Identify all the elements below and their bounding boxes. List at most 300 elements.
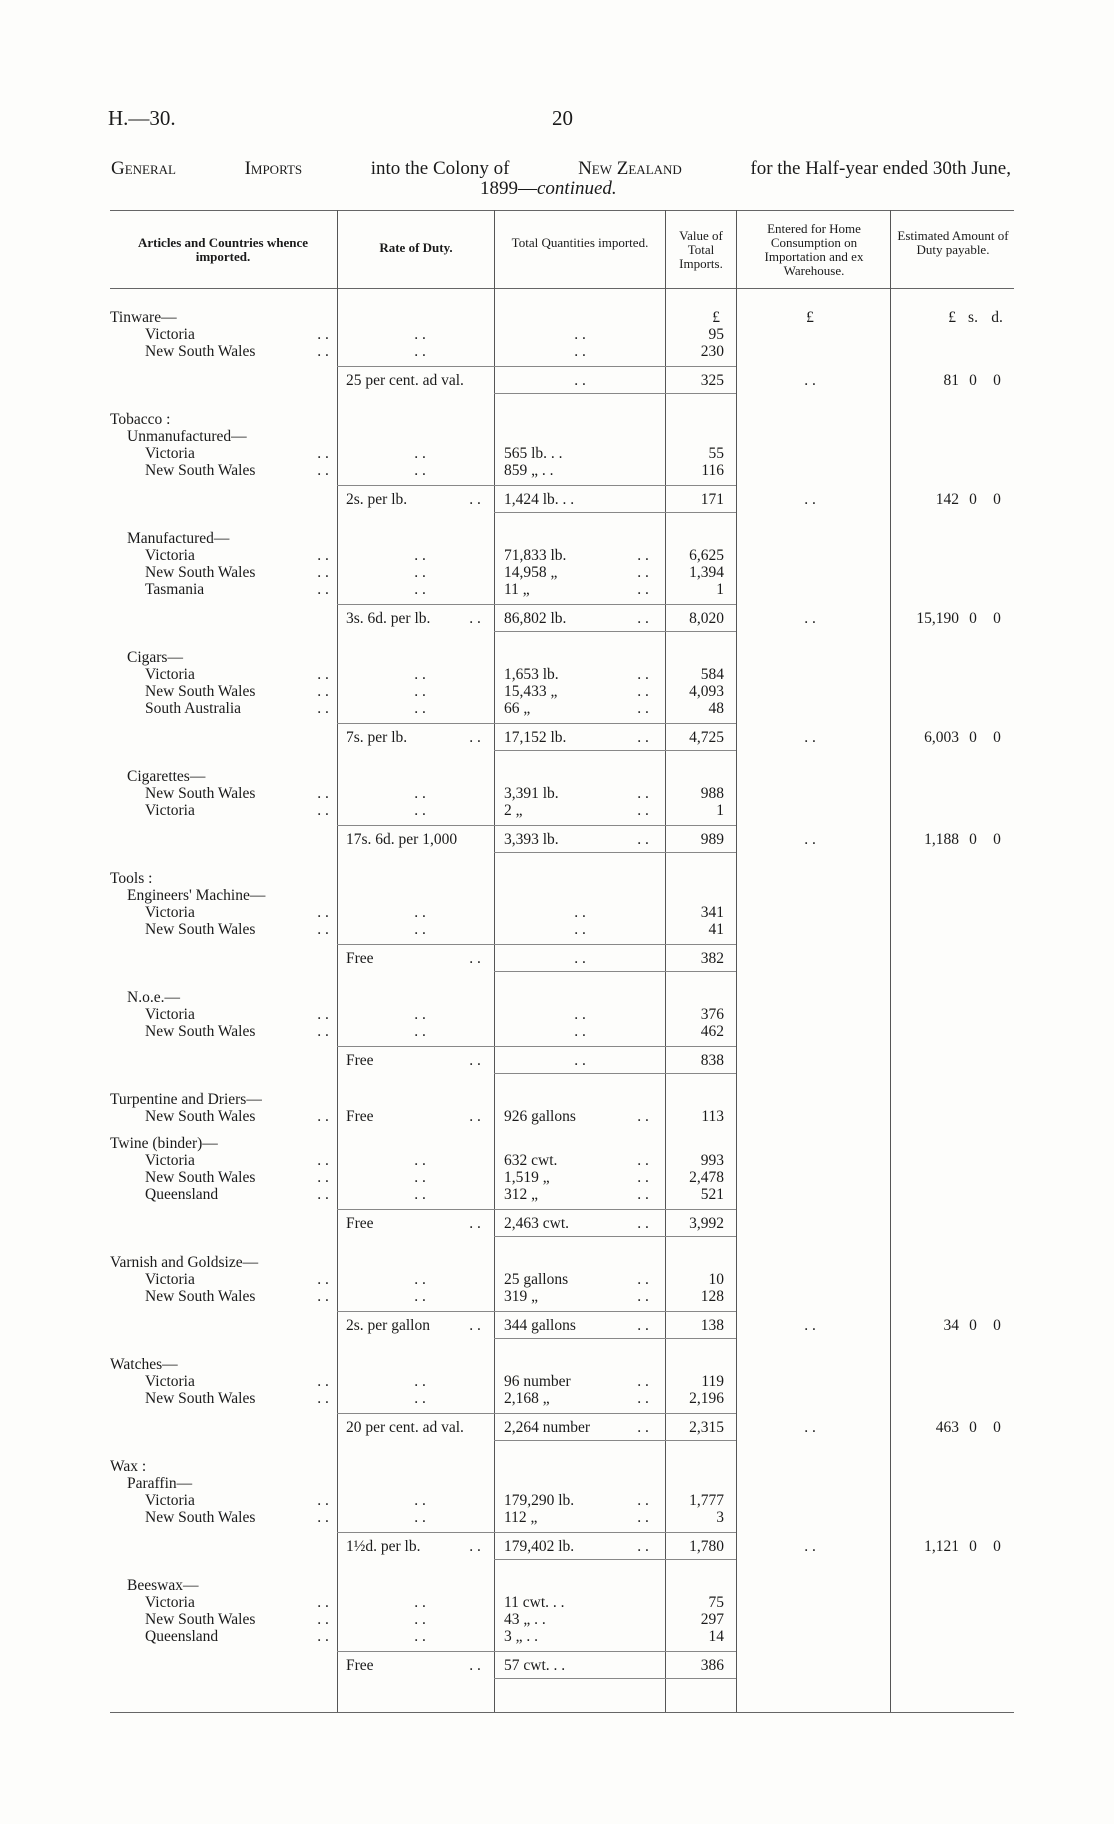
value-cell: 119 <box>701 1373 724 1390</box>
subtotal-rule <box>337 825 736 826</box>
subtotal-rule <box>337 1651 736 1652</box>
rate-leader: . . <box>469 1317 481 1334</box>
duty-pence: 0 <box>993 1317 1001 1334</box>
subtotal-bottom-rule <box>494 1073 736 1074</box>
subtotal-bottom-rule <box>494 393 736 394</box>
quantity-blank: . . <box>574 950 586 967</box>
quantity-blank: . . <box>574 372 586 389</box>
entered-cell: . . <box>804 491 816 508</box>
duty-rate: Free <box>346 1108 374 1125</box>
duty-rate-blank: . . <box>414 462 426 479</box>
duty-rate-blank: . . <box>414 683 426 700</box>
group-label: Tools : <box>110 870 153 887</box>
duty-pounds: 15,190 <box>916 610 959 627</box>
subtotal-rule <box>337 1311 736 1312</box>
value-cell: 4,093 <box>689 683 724 700</box>
value-cell: 1,777 <box>689 1492 724 1509</box>
title-line-2 <box>480 178 617 200</box>
subgroup-label: Engineers' Machine— <box>127 887 266 904</box>
country-label: Victoria <box>145 1271 195 1288</box>
title-year: 1899— <box>480 178 537 199</box>
quantity: 11 „ <box>504 581 530 598</box>
rate-leader: . . <box>469 950 481 967</box>
duty-rate: 17s. 6d. per 1,000 <box>346 831 458 848</box>
quantity-total: 179,402 lb. <box>504 1538 575 1555</box>
quantity-blank: . . <box>574 1023 586 1040</box>
duty-rate: 1½d. per lb. <box>346 1538 421 1555</box>
label-leader: . . <box>317 581 329 598</box>
duty-rate-blank: . . <box>414 666 426 683</box>
title-line-1 <box>111 158 1011 180</box>
duty-pence: 0 <box>993 1419 1001 1436</box>
label-leader: . . <box>317 700 329 717</box>
subgroup-label: Unmanufactured— <box>127 428 247 445</box>
qty-leader: . . <box>637 683 649 700</box>
country-label: New South Wales <box>145 1288 256 1305</box>
duty-shillings: 0 <box>969 372 977 389</box>
duty-rate: Free <box>346 950 374 967</box>
country-label: Victoria <box>145 802 195 819</box>
subtotal-rule <box>337 485 736 486</box>
label-leader: . . <box>317 1271 329 1288</box>
quantity-blank: . . <box>574 1006 586 1023</box>
qty-leader: . . <box>637 1108 649 1125</box>
label-leader: . . <box>317 462 329 479</box>
value-cell: 10 <box>708 1271 724 1288</box>
qty-leader: . . <box>637 802 649 819</box>
country-label: New South Wales <box>145 1390 256 1407</box>
subtotal-bottom-rule <box>494 852 736 853</box>
duty-rate-blank: . . <box>414 1594 426 1611</box>
label-leader: . . <box>317 1594 329 1611</box>
duty-rate-blank: . . <box>414 343 426 360</box>
currency-shillings: s. <box>968 309 978 326</box>
country-label: New South Wales <box>145 1108 256 1125</box>
quantity-total: 2,463 cwt. <box>504 1215 570 1232</box>
quantity: 112 „ <box>504 1509 538 1526</box>
rate-leader: . . <box>469 729 481 746</box>
subgroup-label: Beeswax— <box>127 1577 199 1594</box>
header-rate: Rate of Duty. <box>379 240 453 255</box>
subtotal-bottom-rule <box>494 1236 736 1237</box>
quantity-total: 57 cwt. . . <box>504 1657 566 1674</box>
value-cell: 6,625 <box>689 547 724 564</box>
subtotal-bottom-rule <box>494 750 736 751</box>
qty-leader: . . <box>637 700 649 717</box>
country-label: Victoria <box>145 1006 195 1023</box>
value-cell: 116 <box>701 462 724 479</box>
rate-leader: . . <box>469 1108 481 1125</box>
country-label: New South Wales <box>145 1169 256 1186</box>
title-imports: Imports <box>244 158 303 179</box>
currency-pound-value: £ <box>712 309 720 326</box>
subgroup-label: Paraffin— <box>127 1475 193 1492</box>
duty-rate-blank: . . <box>414 1023 426 1040</box>
label-leader: . . <box>317 564 329 581</box>
duty-pounds: 6,003 <box>924 729 959 746</box>
duty-rate-blank: . . <box>414 921 426 938</box>
quantity-total: 2,264 number <box>504 1419 591 1436</box>
value-total: 325 <box>700 372 724 389</box>
label-leader: . . <box>317 547 329 564</box>
label-leader: . . <box>317 1509 329 1526</box>
qty-leader: . . <box>637 1271 649 1288</box>
subgroup-label: Cigars— <box>127 649 183 666</box>
title-rest: for the Half-year ended 30th June, <box>750 158 1011 179</box>
label-leader: . . <box>317 1288 329 1305</box>
value-cell: 3 <box>716 1509 724 1526</box>
duty-pounds: 142 <box>935 491 959 508</box>
quantity-blank: . . <box>574 326 586 343</box>
group-label: Wax : <box>110 1458 147 1475</box>
col-rule-2 <box>494 210 495 1712</box>
value-cell: 341 <box>700 904 724 921</box>
label-leader: . . <box>317 1373 329 1390</box>
table-bottom-rule <box>110 1712 1014 1713</box>
label-leader: . . <box>317 802 329 819</box>
value-total: 4,725 <box>689 729 724 746</box>
col-rule-4 <box>736 210 737 1712</box>
quantity: 565 lb. . . <box>504 445 563 462</box>
value-cell: 988 <box>700 785 724 802</box>
value-cell: 95 <box>708 326 724 343</box>
label-leader: . . <box>317 1152 329 1169</box>
qty-leader: . . <box>637 1169 649 1186</box>
quantity: 25 gallons <box>504 1271 569 1288</box>
duty-pence: 0 <box>993 729 1001 746</box>
subgroup-label: N.o.e.— <box>127 989 180 1006</box>
qty-leader: . . <box>637 581 649 598</box>
subgroup-label: Cigarettes— <box>127 768 206 785</box>
quantity-blank: . . <box>574 921 586 938</box>
entered-cell: . . <box>804 1538 816 1555</box>
qty-leader: . . <box>637 1288 649 1305</box>
subtotal-bottom-rule <box>494 1440 736 1441</box>
quantity: 2 „ <box>504 802 523 819</box>
quantity-total: 17,152 lb. <box>504 729 567 746</box>
duty-rate-blank: . . <box>414 1186 426 1203</box>
duty-rate-blank: . . <box>414 1611 426 1628</box>
header-duty: Estimated Amount of Duty payable. <box>897 228 1009 257</box>
quantity-blank: . . <box>574 904 586 921</box>
duty-rate: 20 per cent. ad val. <box>346 1419 464 1436</box>
title-mid: into the Colony of <box>370 158 510 179</box>
value-cell: 1,394 <box>689 564 724 581</box>
country-label: Victoria <box>145 326 195 343</box>
page-ref: H.—30. <box>108 106 176 130</box>
country-label: Victoria <box>145 1594 195 1611</box>
duty-rate-blank: . . <box>414 1390 426 1407</box>
value-cell: 521 <box>700 1186 724 1203</box>
qty-leader: . . <box>637 1492 649 1509</box>
group-label: Tobacco : <box>110 411 171 428</box>
value-cell: 2,478 <box>689 1169 724 1186</box>
duty-rate: 25 per cent. ad val. <box>346 372 464 389</box>
qty-leader: . . <box>637 610 649 627</box>
subtotal-bottom-rule <box>494 631 736 632</box>
duty-pence: 0 <box>993 491 1001 508</box>
group-label: Varnish and Goldsize— <box>110 1254 259 1271</box>
duty-rate-blank: . . <box>414 785 426 802</box>
qty-leader: . . <box>637 729 649 746</box>
value-total: 3,992 <box>689 1215 724 1232</box>
currency-pound-entered: £ <box>806 309 814 326</box>
value-cell: 2,196 <box>689 1390 724 1407</box>
group-label: Tinware— <box>110 309 177 326</box>
value-cell: 462 <box>700 1023 724 1040</box>
label-leader: . . <box>317 1628 329 1645</box>
value-cell: 1 <box>716 802 724 819</box>
header-articles: Articles and Countries whence imported. <box>137 235 309 264</box>
title-general: General <box>111 158 176 179</box>
rate-leader: . . <box>469 1657 481 1674</box>
label-leader: . . <box>317 326 329 343</box>
entered-cell: . . <box>804 372 816 389</box>
duty-rate-blank: . . <box>414 700 426 717</box>
currency-pence: d. <box>991 309 1003 326</box>
value-total: 138 <box>700 1317 724 1334</box>
qty-leader: . . <box>637 564 649 581</box>
rate-leader: . . <box>469 1215 481 1232</box>
duty-rate-blank: . . <box>414 1288 426 1305</box>
label-leader: . . <box>317 1186 329 1203</box>
duty-rate-blank: . . <box>414 1006 426 1023</box>
duty-shillings: 0 <box>969 610 977 627</box>
header-bottom-rule <box>110 288 1014 289</box>
quantity: 1,653 lb. <box>504 666 559 683</box>
label-leader: . . <box>317 1611 329 1628</box>
currency-pound-duty: £ <box>948 309 956 326</box>
value-total: 2,315 <box>689 1419 724 1436</box>
rate-leader: . . <box>469 491 481 508</box>
quantity: 859 „ . . <box>504 462 554 479</box>
duty-pounds: 81 <box>943 372 959 389</box>
quantity-blank: . . <box>574 1052 586 1069</box>
duty-rate-blank: . . <box>414 1152 426 1169</box>
country-label: New South Wales <box>145 1611 256 1628</box>
duty-rate-blank: . . <box>414 445 426 462</box>
duty-pence: 0 <box>993 610 1001 627</box>
quantity: 66 „ <box>504 700 531 717</box>
value-cell: 128 <box>700 1288 724 1305</box>
label-leader: . . <box>317 1492 329 1509</box>
qty-leader: . . <box>637 831 649 848</box>
quantity-total: 344 gallons <box>504 1317 576 1334</box>
duty-rate-blank: . . <box>414 547 426 564</box>
duty-rate-blank: . . <box>414 802 426 819</box>
value-cell: 230 <box>700 343 724 360</box>
qty-leader: . . <box>637 1186 649 1203</box>
duty-rate: Free <box>346 1657 374 1674</box>
subtotal-rule <box>337 604 736 605</box>
quantity: 14,958 „ <box>504 564 558 581</box>
col-rule-5 <box>890 210 891 1712</box>
quantity: 1,519 „ <box>504 1169 550 1186</box>
value-cell: 1 <box>716 581 724 598</box>
value-cell: 55 <box>708 445 724 462</box>
subtotal-bottom-rule <box>494 1338 736 1339</box>
country-label: Victoria <box>145 1373 195 1390</box>
country-label: Victoria <box>145 904 195 921</box>
duty-rate: 7s. per lb. <box>346 729 408 746</box>
duty-rate: 2s. per gallon <box>346 1317 430 1334</box>
group-label: Watches— <box>110 1356 178 1373</box>
value-total: 1,780 <box>689 1538 724 1555</box>
subtotal-rule <box>337 1413 736 1414</box>
duty-shillings: 0 <box>969 831 977 848</box>
subtotal-bottom-rule <box>494 971 736 972</box>
label-leader: . . <box>317 904 329 921</box>
country-label: New South Wales <box>145 785 256 802</box>
subtotal-bottom-rule <box>494 1678 736 1679</box>
quantity-total: 1,424 lb. . . <box>504 491 575 508</box>
duty-pence: 0 <box>993 372 1001 389</box>
country-label: Queensland <box>145 1628 219 1645</box>
subgroup-label: Manufactured— <box>127 530 230 547</box>
page-number: 20 <box>552 106 573 130</box>
country-label: South Australia <box>145 700 242 717</box>
subtotal-rule <box>337 1209 736 1210</box>
rate-leader: . . <box>469 610 481 627</box>
country-label: New South Wales <box>145 683 256 700</box>
duty-shillings: 0 <box>969 491 977 508</box>
country-label: Victoria <box>145 547 195 564</box>
country-label: Victoria <box>145 445 195 462</box>
qty-leader: . . <box>637 1509 649 1526</box>
quantity: 71,833 lb. <box>504 547 567 564</box>
duty-rate: 2s. per lb. <box>346 491 408 508</box>
entered-cell: . . <box>804 831 816 848</box>
country-label: Victoria <box>145 1492 195 1509</box>
value-cell: 376 <box>700 1006 724 1023</box>
duty-rate: Free <box>346 1052 374 1069</box>
duty-rate: Free <box>346 1215 374 1232</box>
qty-leader: . . <box>637 666 649 683</box>
duty-shillings: 0 <box>969 729 977 746</box>
label-leader: . . <box>317 1108 329 1125</box>
country-label: Victoria <box>145 1152 195 1169</box>
duty-pence: 0 <box>993 1538 1001 1555</box>
col-rule-1 <box>337 210 338 1712</box>
quantity: 926 gallons <box>504 1108 576 1125</box>
qty-leader: . . <box>637 1152 649 1169</box>
duty-pounds: 463 <box>935 1419 959 1436</box>
label-leader: . . <box>317 666 329 683</box>
duty-pounds: 1,188 <box>924 831 959 848</box>
value-total: 989 <box>700 831 724 848</box>
subtotal-rule <box>337 944 736 945</box>
label-leader: . . <box>317 683 329 700</box>
duty-rate: 3s. 6d. per lb. <box>346 610 431 627</box>
value-cell: 297 <box>700 1611 724 1628</box>
duty-pounds: 1,121 <box>924 1538 959 1555</box>
country-label: New South Wales <box>145 462 256 479</box>
country-label: New South Wales <box>145 1509 256 1526</box>
label-leader: . . <box>317 1390 329 1407</box>
quantity: 15,433 „ <box>504 683 558 700</box>
country-label: Victoria <box>145 666 195 683</box>
col-rule-3 <box>665 210 666 1712</box>
header-entered: Entered for Home Consumption on Importation and ex Warehouse. <box>764 221 864 278</box>
duty-rate-blank: . . <box>414 1492 426 1509</box>
quantity-blank: . . <box>574 343 586 360</box>
value-cell: 14 <box>708 1628 724 1645</box>
quantity-total: 86,802 lb. <box>504 610 567 627</box>
label-leader: . . <box>317 1023 329 1040</box>
country-label: Queensland <box>145 1186 219 1203</box>
label-leader: . . <box>317 343 329 360</box>
qty-leader: . . <box>637 1373 649 1390</box>
value-total: 382 <box>700 950 724 967</box>
duty-rate-blank: . . <box>414 1271 426 1288</box>
quantity: 632 cwt. <box>504 1152 558 1169</box>
quantity: 319 „ <box>504 1288 539 1305</box>
title-nz: New Zealand <box>578 158 682 179</box>
duty-rate-blank: . . <box>414 326 426 343</box>
value-cell: 48 <box>708 700 724 717</box>
entered-cell: . . <box>804 610 816 627</box>
value-cell: 993 <box>700 1152 724 1169</box>
value-total: 386 <box>700 1657 724 1674</box>
group-label: Turpentine and Driers— <box>110 1091 262 1108</box>
subtotal-rule <box>337 366 736 367</box>
country-label: Tasmania <box>145 581 205 598</box>
value-cell: 113 <box>701 1108 724 1125</box>
value-cell: 584 <box>700 666 724 683</box>
subtotal-rule <box>337 1532 736 1533</box>
subtotal-rule <box>337 723 736 724</box>
qty-leader: . . <box>637 785 649 802</box>
value-total: 171 <box>700 491 724 508</box>
duty-rate-blank: . . <box>414 1373 426 1390</box>
country-label: New South Wales <box>145 921 256 938</box>
duty-rate-blank: . . <box>414 1169 426 1186</box>
qty-leader: . . <box>637 547 649 564</box>
country-label: New South Wales <box>145 343 256 360</box>
quantity: 2,168 „ <box>504 1390 550 1407</box>
duty-shillings: 0 <box>969 1317 977 1334</box>
quantity: 3,391 lb. <box>504 785 559 802</box>
value-total: 8,020 <box>689 610 724 627</box>
qty-leader: . . <box>637 1317 649 1334</box>
quantity-total: 3,393 lb. <box>504 831 559 848</box>
label-leader: . . <box>317 445 329 462</box>
label-leader: . . <box>317 921 329 938</box>
value-cell: 41 <box>708 921 724 938</box>
label-leader: . . <box>317 1169 329 1186</box>
value-cell: 75 <box>708 1594 724 1611</box>
duty-pence: 0 <box>993 831 1001 848</box>
table-top-rule <box>110 210 1014 211</box>
qty-leader: . . <box>637 1390 649 1407</box>
subtotal-rule <box>337 1046 736 1047</box>
label-leader: . . <box>317 1006 329 1023</box>
duty-rate-blank: . . <box>414 1509 426 1526</box>
group-label: Twine (binder)— <box>110 1135 218 1152</box>
quantity: 43 „ . . <box>504 1611 546 1628</box>
duty-rate-blank: . . <box>414 904 426 921</box>
rate-leader: . . <box>469 1052 481 1069</box>
header-value: Value of Total Imports. <box>679 228 723 271</box>
country-label: New South Wales <box>145 1023 256 1040</box>
duty-shillings: 0 <box>969 1538 977 1555</box>
quantity: 312 „ <box>504 1186 539 1203</box>
entered-cell: . . <box>804 1419 816 1436</box>
duty-rate-blank: . . <box>414 564 426 581</box>
country-label: New South Wales <box>145 564 256 581</box>
duty-shillings: 0 <box>969 1419 977 1436</box>
entered-cell: . . <box>804 729 816 746</box>
